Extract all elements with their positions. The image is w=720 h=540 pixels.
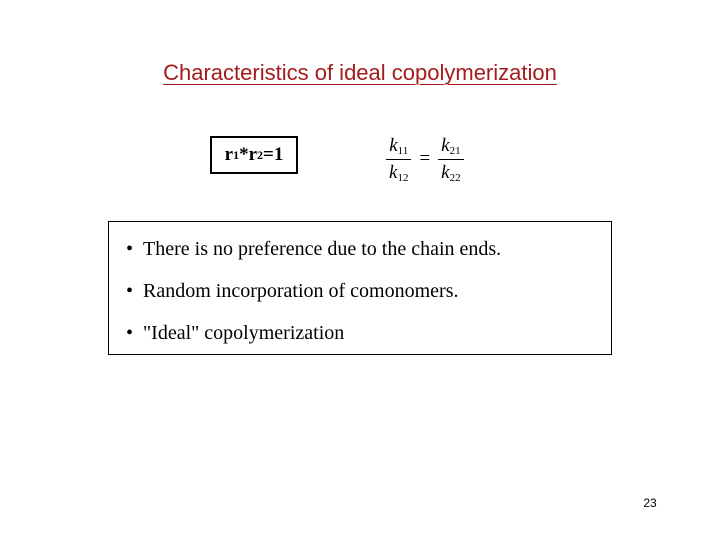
bullet-marker: •	[125, 321, 133, 344]
reactivity-ratio-box	[210, 136, 298, 174]
bullet-list-box	[108, 221, 612, 355]
r1-symbol: r	[224, 144, 234, 165]
r2-symbol: r	[248, 144, 258, 165]
equals-one: =1	[263, 144, 284, 165]
left-denominator: $k_{12}$	[389, 161, 409, 184]
r2-subscript: 2	[257, 147, 264, 162]
list-item	[109, 312, 611, 354]
bullet-text: Random incorporation of comonomers.	[143, 279, 459, 302]
bullet-marker: •	[125, 279, 133, 302]
bullet-text: "Ideal" copolymerization	[143, 321, 345, 344]
bullet-marker: •	[125, 237, 133, 260]
right-numerator: $k_{21}$	[438, 135, 463, 160]
slide-title: Characteristics of ideal copolymerization	[163, 60, 557, 85]
left-numerator: $k_{11}$	[386, 135, 411, 160]
equation-equals: =	[419, 148, 431, 169]
list-item	[109, 270, 611, 312]
right-fraction	[438, 135, 463, 184]
r1-subscript: 1	[233, 147, 240, 162]
rate-constant-equation	[386, 128, 464, 190]
bullet-text: There is no preference due to the chain ends.	[143, 237, 502, 260]
left-fraction	[386, 135, 411, 184]
list-item	[109, 228, 611, 270]
page-number: 23	[643, 496, 657, 510]
right-denominator: $k_{22}$	[441, 161, 461, 184]
multiply-operator: *	[239, 144, 249, 165]
